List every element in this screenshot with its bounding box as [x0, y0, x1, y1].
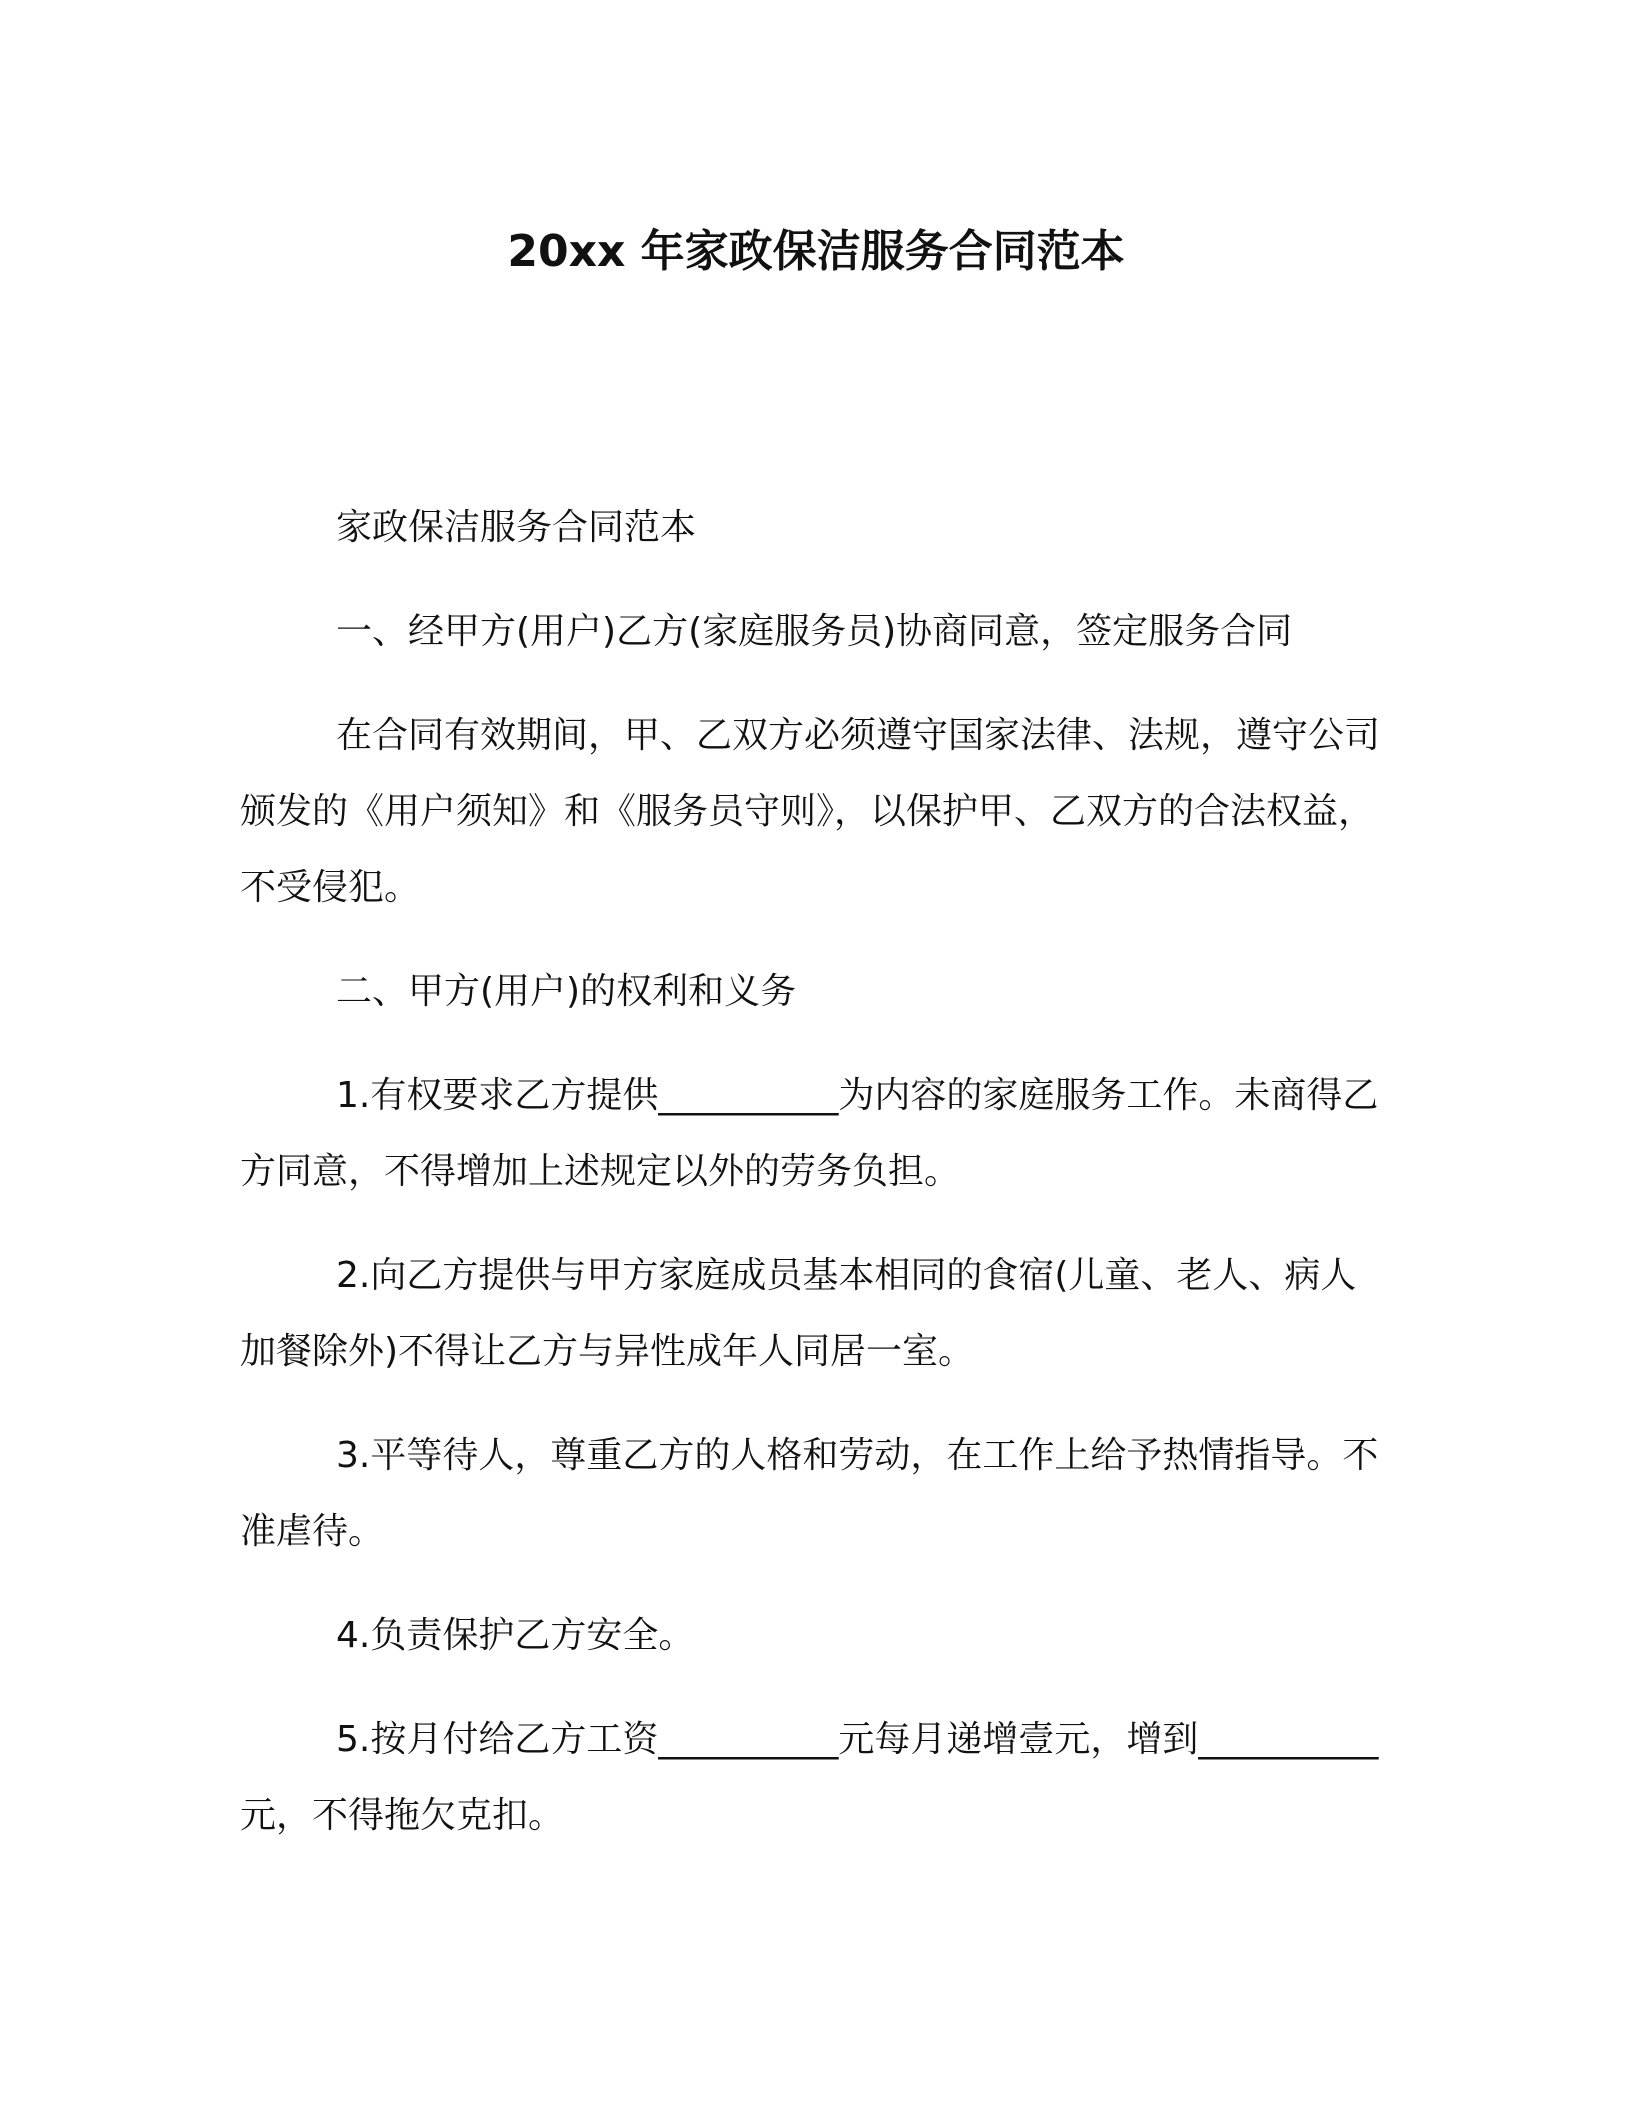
- paragraph-clause-3: 3.平等待人，尊重乙方的人格和劳动，在工作上给予热情指导。不准虐待。: [240, 1435, 1379, 1552]
- paragraph-section-2-heading: 二、甲方(用户)的权利和义务: [336, 971, 797, 1012]
- paragraph-section-1-heading: 一、经甲方(用户)乙方(家庭服务员)协商同意，签定服务合同: [336, 611, 1293, 652]
- document-body: [240, 490, 1390, 1882]
- paragraph-section-1-body: 在合同有效期间，甲、乙双方必须遵守国家法律、法规，遵守公司颁发的《用户须知》和《服务员守则》，以保护甲、乙双方的合法权益，不受侵犯。: [240, 715, 1381, 908]
- paragraph-clause-1: 1.有权要求乙方提供__________为内容的家庭服务工作。未商得乙方同意，不得增加上述规定以外的劳务负担。: [240, 1075, 1379, 1192]
- document-title: 20xx 年家政保洁服务合同范本: [507, 226, 1125, 277]
- paragraph-clause-4: 4.负责保护乙方安全。: [336, 1615, 695, 1656]
- paragraph-clause-2: 2.向乙方提供与甲方家庭成员基本相同的食宿(儿童、老人、病人加餐除外)不得让乙方与异性成年人同居一室。: [240, 1255, 1357, 1372]
- paragraph-subtitle: 家政保洁服务合同范本: [336, 507, 697, 548]
- paragraph-clause-5: 5.按月付给乙方工资__________元每月递增壹元，增到__________元，不得拖欠克扣。: [240, 1719, 1379, 1836]
